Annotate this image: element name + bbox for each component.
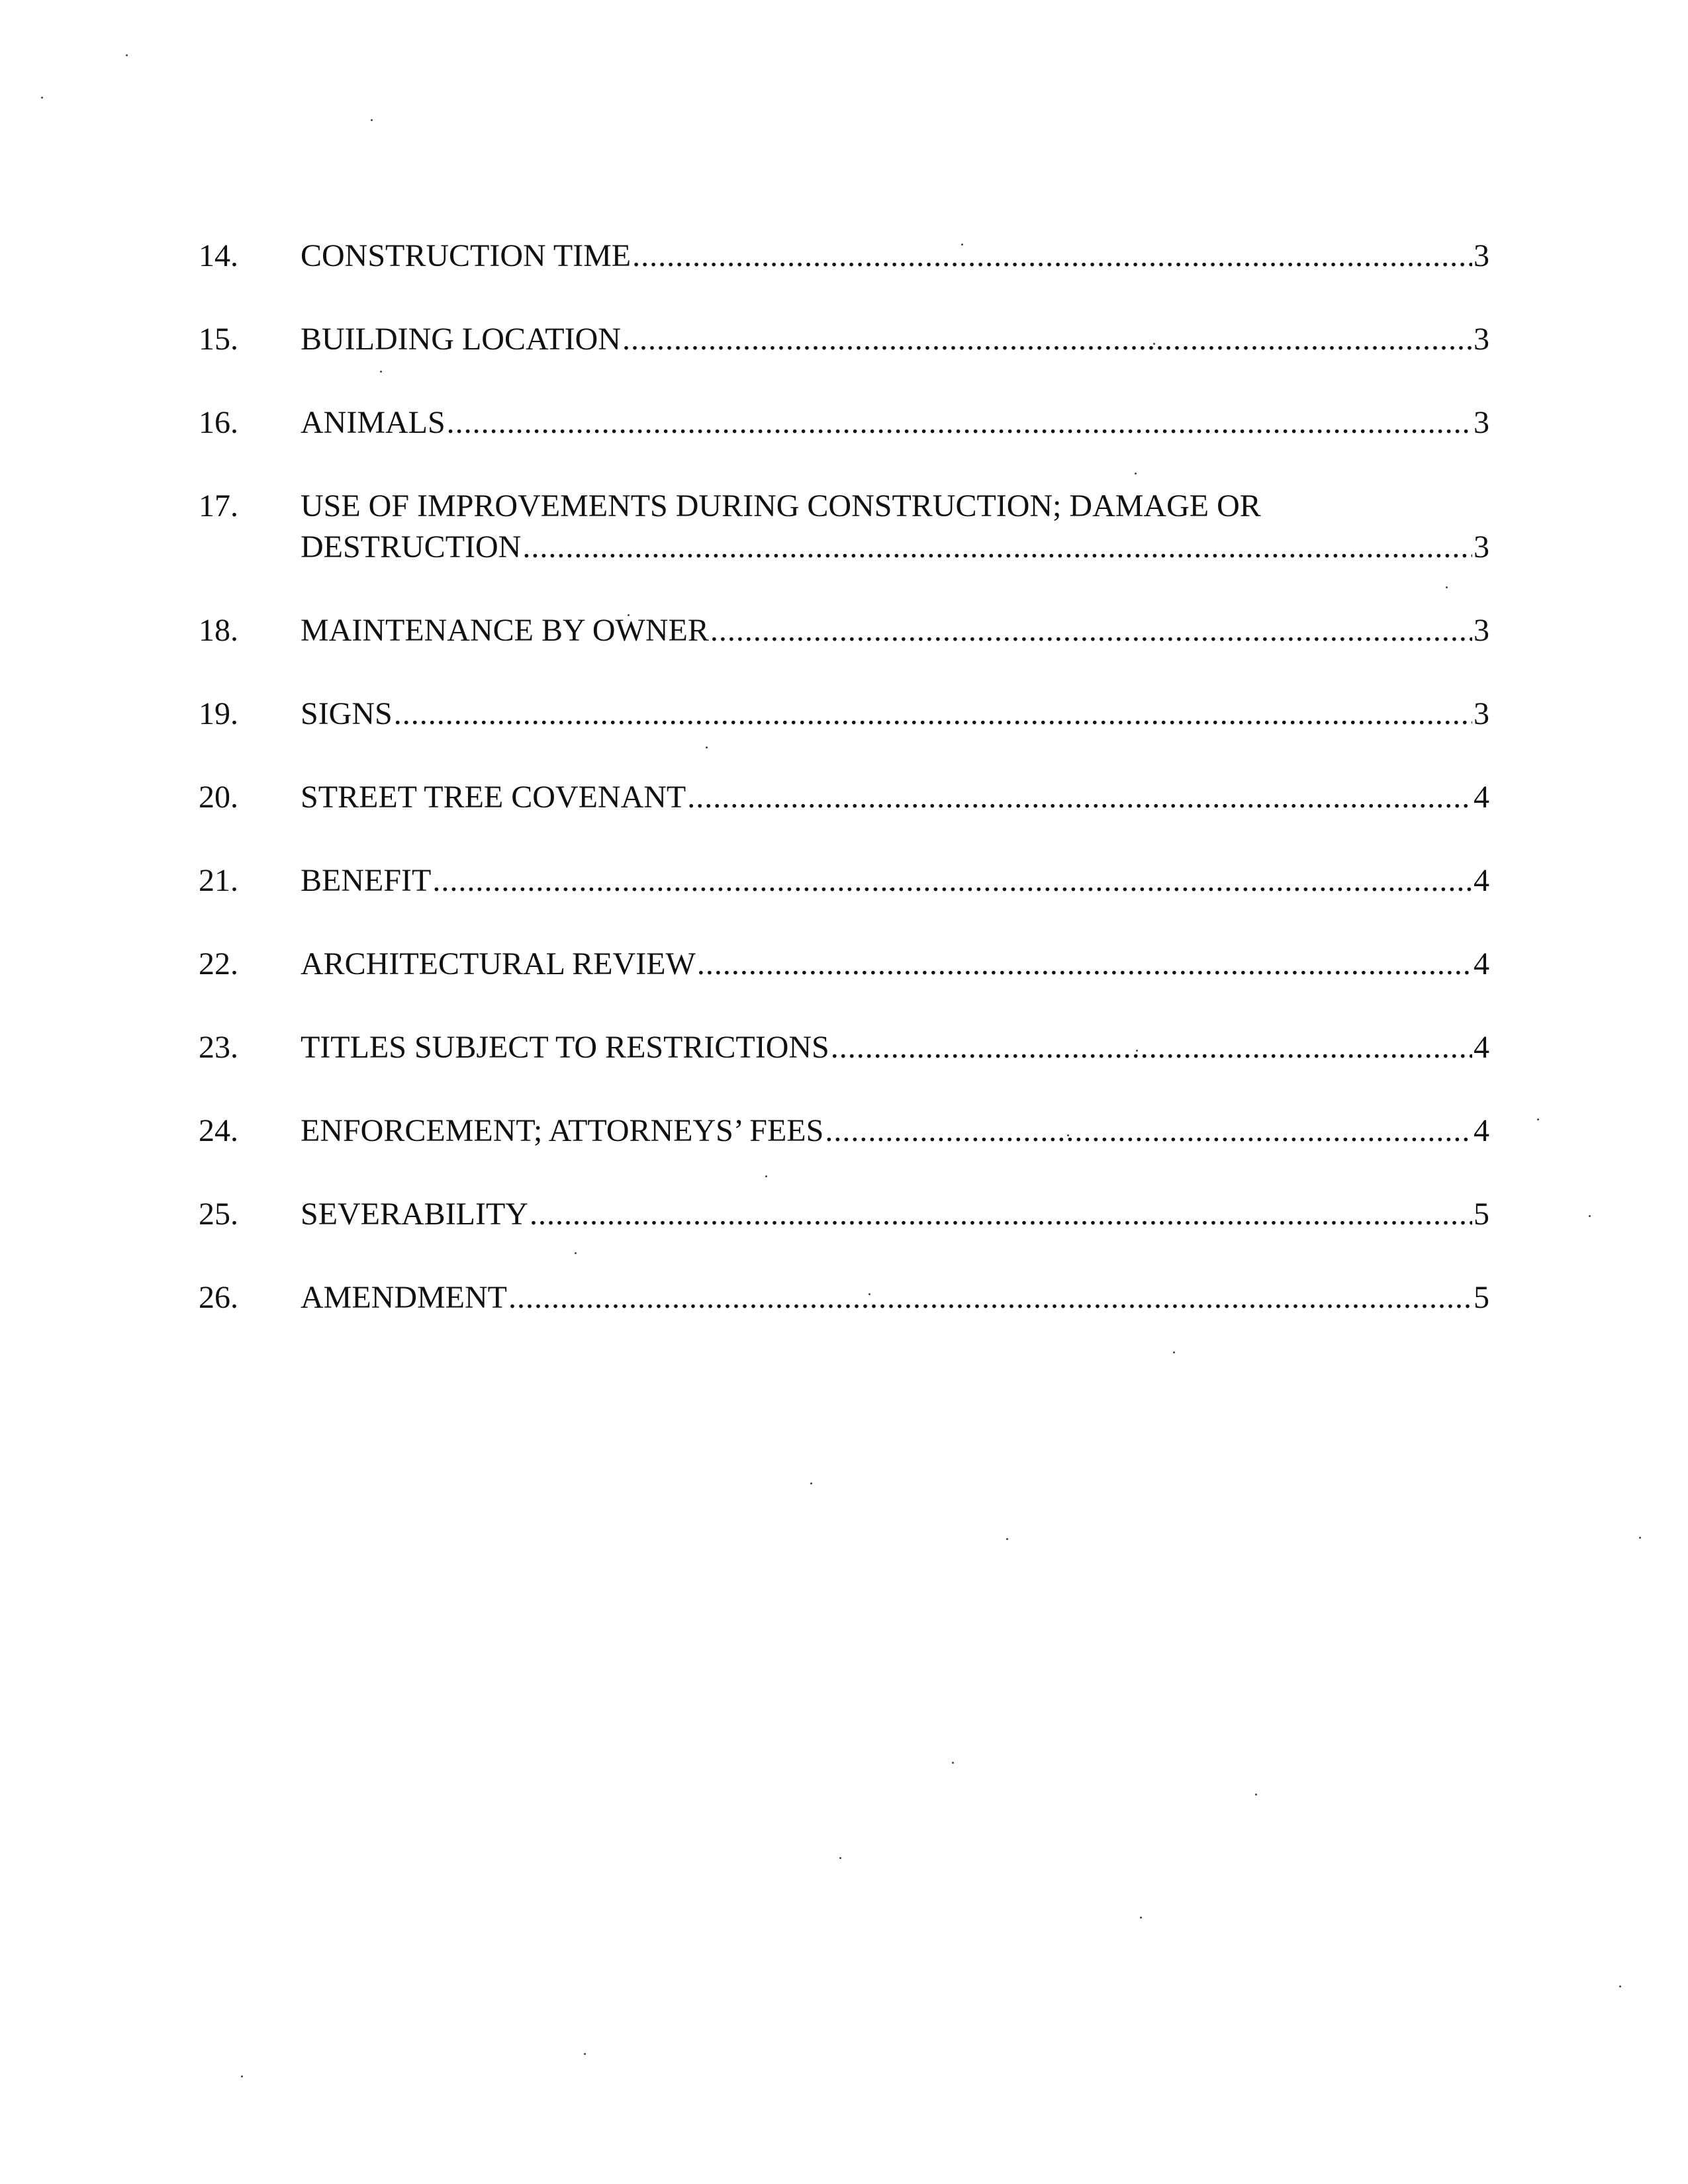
dot-leader — [447, 402, 1472, 443]
toc-entry-body — [301, 1277, 1489, 1318]
toc-entry-18 — [199, 610, 1489, 651]
toc-entry-title: CONSTRUCTION TIME — [301, 238, 632, 273]
dot-leader — [394, 694, 1472, 735]
toc-entry-line — [301, 236, 1489, 277]
scan-speck — [241, 2075, 243, 2077]
dot-leader — [622, 319, 1472, 360]
toc-entry-title: ANIMALS — [301, 405, 445, 440]
toc-entry-page: 3 — [1474, 405, 1489, 440]
toc-entry-number: 25. — [199, 1197, 238, 1232]
toc-entry-14 — [199, 236, 1489, 277]
toc-entry-body — [301, 944, 1489, 985]
scan-speck — [1006, 1538, 1008, 1540]
dot-leader — [508, 1277, 1472, 1318]
toc-entry-number: 16. — [199, 405, 238, 440]
scan-speck — [1589, 1215, 1591, 1217]
toc-entry-number: 18. — [199, 613, 238, 648]
toc-entry-title: ARCHITECTURAL REVIEW — [301, 946, 696, 981]
table-of-contents — [199, 236, 1489, 1361]
toc-entry-body — [301, 777, 1489, 818]
toc-entry-line — [301, 860, 1489, 901]
scan-speck — [126, 54, 128, 56]
scan-speck — [1619, 1985, 1621, 1987]
toc-entry-22 — [199, 944, 1489, 985]
dot-leader — [530, 1194, 1472, 1235]
toc-entry-title: BUILDING LOCATION — [301, 322, 621, 357]
scan-speck — [1639, 1537, 1641, 1539]
toc-entry-body — [301, 236, 1489, 277]
toc-entry-page: 4 — [1474, 863, 1489, 898]
toc-entry-body — [301, 1111, 1489, 1152]
scan-speck — [1537, 1118, 1539, 1120]
scan-speck — [41, 97, 43, 99]
toc-entry-17 — [199, 486, 1489, 568]
toc-entry-line — [301, 1277, 1489, 1318]
toc-entry-19 — [199, 694, 1489, 735]
toc-entry-line — [301, 319, 1489, 360]
toc-entry-first-line — [301, 486, 1489, 527]
toc-entry-line — [301, 1027, 1489, 1068]
toc-entry-body — [301, 610, 1489, 651]
toc-entry-page: 5 — [1474, 1197, 1489, 1232]
toc-entry-title: BENEFIT — [301, 863, 432, 898]
toc-entry-number: 24. — [199, 1113, 238, 1148]
toc-entry-page: 3 — [1474, 238, 1489, 273]
toc-entry-page: 3 — [1474, 613, 1489, 648]
toc-entry-line — [301, 1194, 1489, 1235]
toc-entry-number: 14. — [199, 238, 238, 273]
scan-speck — [584, 2053, 586, 2055]
toc-entry-number: 21. — [199, 863, 238, 898]
dot-leader — [825, 1111, 1472, 1152]
toc-entry-title: SIGNS — [301, 696, 393, 731]
toc-entry-21 — [199, 860, 1489, 901]
dot-leader — [522, 527, 1472, 568]
toc-entry-page: 3 — [1474, 696, 1489, 731]
toc-entry-line — [301, 944, 1489, 985]
toc-entry-line — [301, 694, 1489, 735]
toc-entry-body — [301, 402, 1489, 443]
toc-entry-20 — [199, 777, 1489, 818]
toc-entry-16 — [199, 402, 1489, 443]
toc-entry-page: 4 — [1474, 780, 1489, 815]
toc-entry-number: 20. — [199, 780, 238, 815]
toc-entry-23 — [199, 1027, 1489, 1068]
toc-entry-25 — [199, 1194, 1489, 1235]
toc-entry-body — [301, 319, 1489, 360]
toc-entry-line — [301, 1111, 1489, 1152]
toc-entry-line — [301, 402, 1489, 443]
scan-speck — [839, 1857, 841, 1859]
dot-leader — [632, 236, 1472, 277]
toc-entry-body — [301, 694, 1489, 735]
toc-entry-number: 26. — [199, 1280, 238, 1315]
dot-leader — [831, 1027, 1472, 1068]
toc-entry-number: 15. — [199, 322, 238, 357]
toc-entry-title: DESTRUCTION — [301, 529, 522, 565]
dot-leader — [697, 944, 1472, 985]
scan-speck — [1140, 1917, 1142, 1919]
toc-entry-line — [301, 527, 1489, 568]
toc-entry-body — [301, 486, 1489, 568]
toc-entry-page: 3 — [1474, 529, 1489, 565]
toc-entry-title: STREET TREE COVENANT — [301, 780, 686, 815]
toc-entry-page: 5 — [1474, 1280, 1489, 1315]
toc-entry-line — [301, 777, 1489, 818]
dot-leader — [710, 610, 1472, 651]
dot-leader — [432, 860, 1472, 901]
toc-entry-page: 4 — [1474, 1113, 1489, 1148]
toc-entry-title: TITLES SUBJECT TO RESTRICTIONS — [301, 1030, 829, 1065]
toc-entry-body — [301, 860, 1489, 901]
scan-speck — [371, 119, 373, 121]
dot-leader — [687, 777, 1472, 818]
toc-entry-page: 4 — [1474, 946, 1489, 981]
toc-entry-number: 22. — [199, 946, 238, 981]
toc-entry-line — [301, 610, 1489, 651]
toc-entry-body — [301, 1027, 1489, 1068]
toc-entry-15 — [199, 319, 1489, 360]
scan-speck — [952, 1762, 954, 1764]
scan-speck — [810, 1482, 812, 1484]
toc-entry-number: 17. — [199, 488, 238, 523]
toc-entry-title-line1: USE OF IMPROVEMENTS DURING CONSTRUCTION; DAMAGE OR — [301, 488, 1261, 523]
toc-entry-number: 23. — [199, 1030, 238, 1065]
toc-entry-page: 4 — [1474, 1030, 1489, 1065]
scan-speck — [1255, 1794, 1257, 1796]
toc-entry-page: 3 — [1474, 322, 1489, 357]
toc-entry-title: SEVERABILITY — [301, 1197, 528, 1232]
toc-entry-number: 19. — [199, 696, 238, 731]
toc-entry-title: AMENDMENT — [301, 1280, 507, 1315]
toc-entry-body — [301, 1194, 1489, 1235]
toc-entry-26 — [199, 1277, 1489, 1318]
toc-entry-title: MAINTENANCE BY OWNER — [301, 613, 709, 648]
toc-entry-title: ENFORCEMENT; ATTORNEYS’ FEES — [301, 1113, 824, 1148]
toc-entry-24 — [199, 1111, 1489, 1152]
